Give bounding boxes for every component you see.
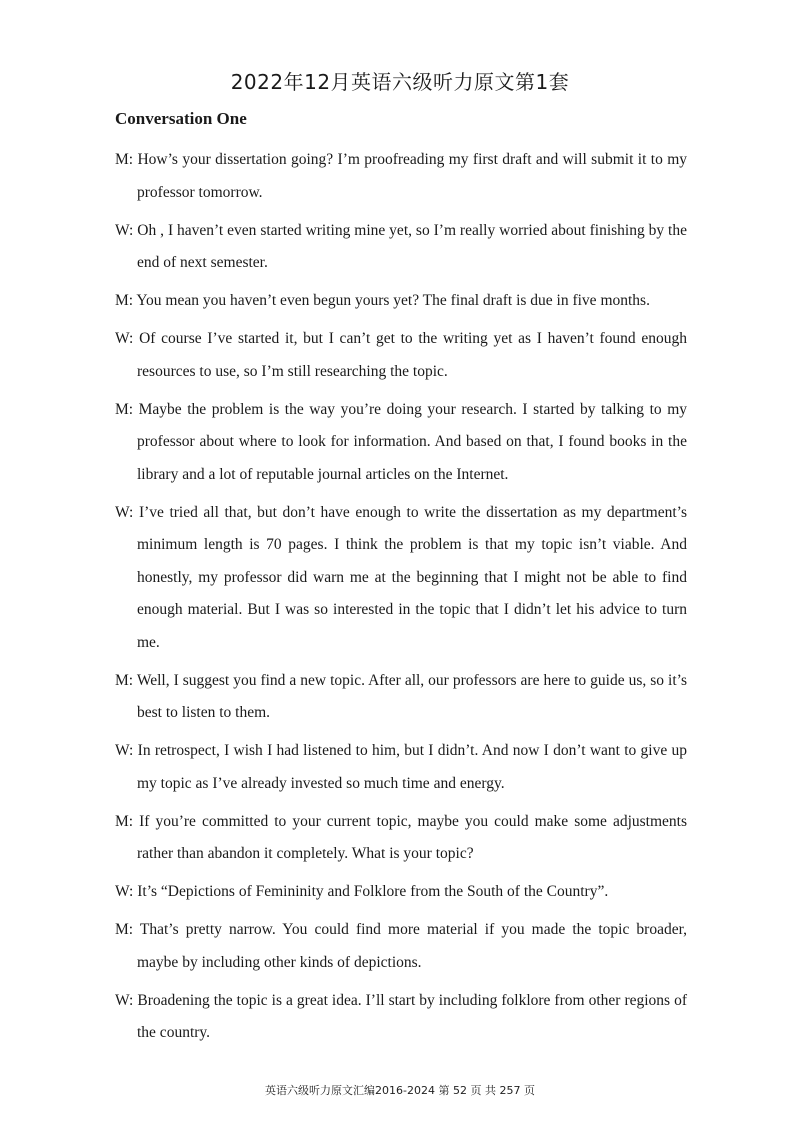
speaker-label: W: [115,221,134,239]
dialogue-turn [115,285,687,318]
speaker-label: M: [115,812,134,830]
speaker-label: M: [115,400,134,418]
speaker-label: M: [115,921,134,938]
dialogue [115,144,687,1055]
section-heading: Conversation One [115,109,247,128]
turn-text: You mean you haven’t even begun yours yet? The final draft is due in five months. [136,292,650,309]
turn-text: In retrospect, I wish I had listened to him, but I didn’t. And now I don’t want to give up my topic as I’ve already invested so much time and energy. [137,742,688,792]
turn-text: How’s your dissertation going? I’m proofreading my first draft and will submit it to my professor tomorrow. [137,151,688,201]
speaker-label: W: [115,742,134,759]
dialogue-turn [115,497,687,660]
page-footer: 英语六级听力原文汇编2016-2024 第 52 页 共 257 页 [265,1084,535,1097]
dialogue-turn [115,735,687,800]
turn-text: Maybe the problem is the way you’re doing your research. I started by talking to my professor about where to look for information. And based on that, I found books in the library and a lot of reputable journal articles on the Internet. [137,400,687,483]
speaker-label: M: [115,151,134,168]
dialogue-turn [115,985,687,1050]
dialogue-turn [115,323,687,388]
dialogue-turn [115,215,687,280]
turn-text: That’s pretty narrow. You could find more material if you made the topic broader, maybe by including other kinds of depictions. [137,921,687,971]
dialogue-turn [115,665,687,730]
page-title: 2022年12月英语六级听力原文第1套 [230,70,570,94]
turn-text: Oh , I haven’t even started writing mine yet, so I’m really worried about finishing by the end of next semester. [137,221,687,271]
dialogue-turn [115,914,687,979]
speaker-label: M: [115,292,134,309]
turn-text: Well, I suggest you find a new topic. After all, our professors are here to guide us, so it’s best to listen to them. [136,671,687,721]
turn-text: Of course I’ve started it, but I can’t get to the writing yet as I haven’t found enough resources to use, so I’m still researching the topic. [137,330,688,380]
speaker-label: M: [115,671,134,689]
dialogue-turn [115,876,687,909]
speaker-label: W: [115,883,134,900]
turn-text: Broadening the topic is a great idea. I’ll start by including folklore from other regions of the country. [137,991,687,1041]
dialogue-turn [115,144,687,209]
turn-text: I’ve tried all that, but don’t have enough to write the dissertation as my department’s minimum length is 70 pages. I think the problem is that my topic isn’t viable. And honestly, my professor did warn me at the beginning that I might not be able to find enough material. But I was so interested in the topic that I didn’t let his advice to turn me. [137,503,687,651]
turn-text: It’s “Depictions of Femininity and Folklore from the South of the Country”. [137,883,609,900]
dialogue-turn [115,806,687,871]
speaker-label: W: [115,330,134,347]
speaker-label: W: [115,991,134,1009]
turn-text: If you’re committed to your current topic, maybe you could make some adjustments rather than abandon it completely. What is your topic? [137,812,687,862]
speaker-label: W: [115,503,134,521]
dialogue-turn [115,394,687,492]
